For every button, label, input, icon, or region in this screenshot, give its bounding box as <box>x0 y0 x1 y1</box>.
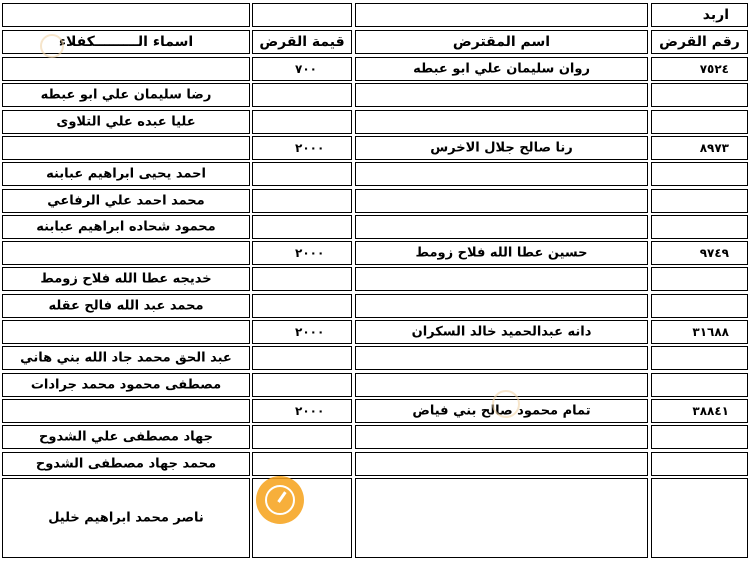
loan-number-cell <box>651 320 748 344</box>
header-amount-cell <box>252 30 352 54</box>
amount-blank-cell <box>252 267 352 291</box>
amount-blank-cell <box>252 83 352 107</box>
loan-number-blank-cell <box>651 478 748 558</box>
loan-amount-cell <box>252 320 352 344</box>
header-borrower: اسم المقترض <box>452 34 551 50</box>
amount-blank-cell <box>252 373 352 397</box>
guarantor-name-cell <box>2 162 250 186</box>
amount-blank-cell <box>252 162 352 186</box>
header-guarantors-cell <box>2 30 250 54</box>
loan-number-cell <box>651 57 748 81</box>
guarantor-name: محمد جهاد مصطفى الشدوح <box>35 456 217 472</box>
amount-blank-cell <box>252 452 352 476</box>
loan-number: ٧٥٢٤ <box>699 62 729 76</box>
header-city-cell <box>651 3 748 27</box>
guarantor-name-cell <box>2 294 250 318</box>
loan-number-blank-cell <box>651 267 748 291</box>
borrower-blank-cell <box>355 83 648 107</box>
guarantor-name: محمود شحاده ابراهيم عبابنه <box>36 219 216 235</box>
borrower-blank-cell <box>355 346 648 370</box>
header-blank-cell <box>252 3 352 27</box>
header-city: اربد <box>702 7 729 23</box>
loan-number-blank-cell <box>651 83 748 107</box>
guarantor-name-cell <box>2 373 250 397</box>
loan-number-blank-cell <box>651 110 748 134</box>
guarantor-name: احمد يحيى ابراهيم عبابنه <box>46 166 206 182</box>
header-loan-number: رقم القرض <box>659 34 740 50</box>
guarantor-name: مصطفى محمود محمد جرادات <box>30 377 222 393</box>
borrower-name: دانه عبدالحميد خالد السكران <box>411 324 592 340</box>
guarantor-name: ناصر محمد ابراهيم خليل <box>48 510 204 526</box>
loan-amount-cell <box>252 136 352 160</box>
guarantor-name-cell <box>2 425 250 449</box>
header-borrower-cell <box>355 30 648 54</box>
amount-blank-cell <box>252 189 352 213</box>
loan-amount-cell <box>252 57 352 81</box>
guarantor-blank-cell <box>2 399 250 423</box>
guarantor-blank-cell <box>2 241 250 265</box>
borrower-blank-cell <box>355 452 648 476</box>
borrower-name: روان سليمان علي ابو عبطه <box>413 61 590 77</box>
borrower-blank-cell <box>355 189 648 213</box>
loan-number: ٣١٦٨٨ <box>692 325 729 339</box>
guarantor-name-cell <box>2 189 250 213</box>
borrower-blank-cell <box>355 425 648 449</box>
amount-blank-cell <box>252 425 352 449</box>
guarantor-blank-cell <box>2 136 250 160</box>
loan-number-blank-cell <box>651 294 748 318</box>
amount-blank-cell <box>252 215 352 239</box>
loan-number-blank-cell <box>651 346 748 370</box>
guarantor-name-cell <box>2 267 250 291</box>
guarantor-name-cell <box>2 83 250 107</box>
loan-number-blank-cell <box>651 425 748 449</box>
borrower-name-cell <box>355 320 648 344</box>
guarantor-name-cell <box>2 452 250 476</box>
borrower-blank-cell <box>355 478 648 558</box>
guarantor-name-cell <box>2 215 250 239</box>
loan-number-blank-cell <box>651 452 748 476</box>
guarantor-name: خديجه عطا الله فلاح زومط <box>40 271 212 287</box>
guarantor-name-cell <box>2 478 250 558</box>
amount-blank-cell <box>252 110 352 134</box>
clock-logo-icon <box>256 476 304 524</box>
header-blank-cell <box>355 3 648 27</box>
guarantor-name: محمد احمد علي الرفاعي <box>47 193 205 209</box>
borrower-name-cell <box>355 241 648 265</box>
borrower-name: رنا صالح جلال الاخرس <box>430 140 573 156</box>
guarantor-blank-cell <box>2 320 250 344</box>
guarantor-name: محمد عبد الله فالح عقله <box>48 298 204 314</box>
loan-amount-cell <box>252 399 352 423</box>
header-guarantors: اسماء الـــــــــكفلاء <box>58 34 194 50</box>
loan-amount: ٧٠٠ <box>295 62 317 76</box>
guarantor-name-cell <box>2 110 250 134</box>
guarantor-name-cell <box>2 346 250 370</box>
guarantor-name: عليا عبده علي التلاوى <box>56 114 196 130</box>
loan-number-cell <box>651 241 748 265</box>
loan-number-blank-cell <box>651 373 748 397</box>
amount-blank-cell <box>252 346 352 370</box>
loan-number-blank-cell <box>651 215 748 239</box>
borrower-name: حسين عطا الله فلاح زومط <box>415 245 588 261</box>
guarantor-blank-cell <box>2 57 250 81</box>
borrower-blank-cell <box>355 294 648 318</box>
loan-amount-cell <box>252 241 352 265</box>
borrower-name-cell <box>355 57 648 81</box>
loan-number-blank-cell <box>651 189 748 213</box>
watermark-seal-icon <box>40 34 64 58</box>
loan-number: ٩٧٤٩ <box>699 246 729 260</box>
borrower-blank-cell <box>355 267 648 291</box>
loan-number: ٣٨٨٤١ <box>692 404 729 418</box>
header-loan-number-cell <box>651 30 748 54</box>
borrower-name: تمام محمود صالح بني فياض <box>412 403 591 419</box>
guarantor-name: عبد الحق محمد جاد الله بني هاني <box>20 350 232 366</box>
borrower-blank-cell <box>355 215 648 239</box>
header-amount: قيمة القرض <box>259 34 345 50</box>
watermark-seal-icon <box>492 390 520 418</box>
guarantor-name: جهاد مصطفى علي الشدوح <box>39 429 213 445</box>
amount-blank-cell <box>252 294 352 318</box>
header-blank-cell <box>2 3 250 27</box>
guarantor-name: رضا سليمان علي ابو عبطه <box>40 87 212 103</box>
loan-number: ٨٩٧٣ <box>699 141 729 155</box>
loan-amount: ٢٠٠٠ <box>295 141 325 155</box>
loan-number-blank-cell <box>651 162 748 186</box>
borrower-name-cell <box>355 136 648 160</box>
borrower-blank-cell <box>355 162 648 186</box>
loan-number-cell <box>651 399 748 423</box>
loan-amount: ٢٠٠٠ <box>295 325 325 339</box>
borrower-blank-cell <box>355 110 648 134</box>
loan-amount: ٢٠٠٠ <box>295 404 325 418</box>
loan-amount: ٢٠٠٠ <box>295 246 325 260</box>
loan-number-cell <box>651 136 748 160</box>
